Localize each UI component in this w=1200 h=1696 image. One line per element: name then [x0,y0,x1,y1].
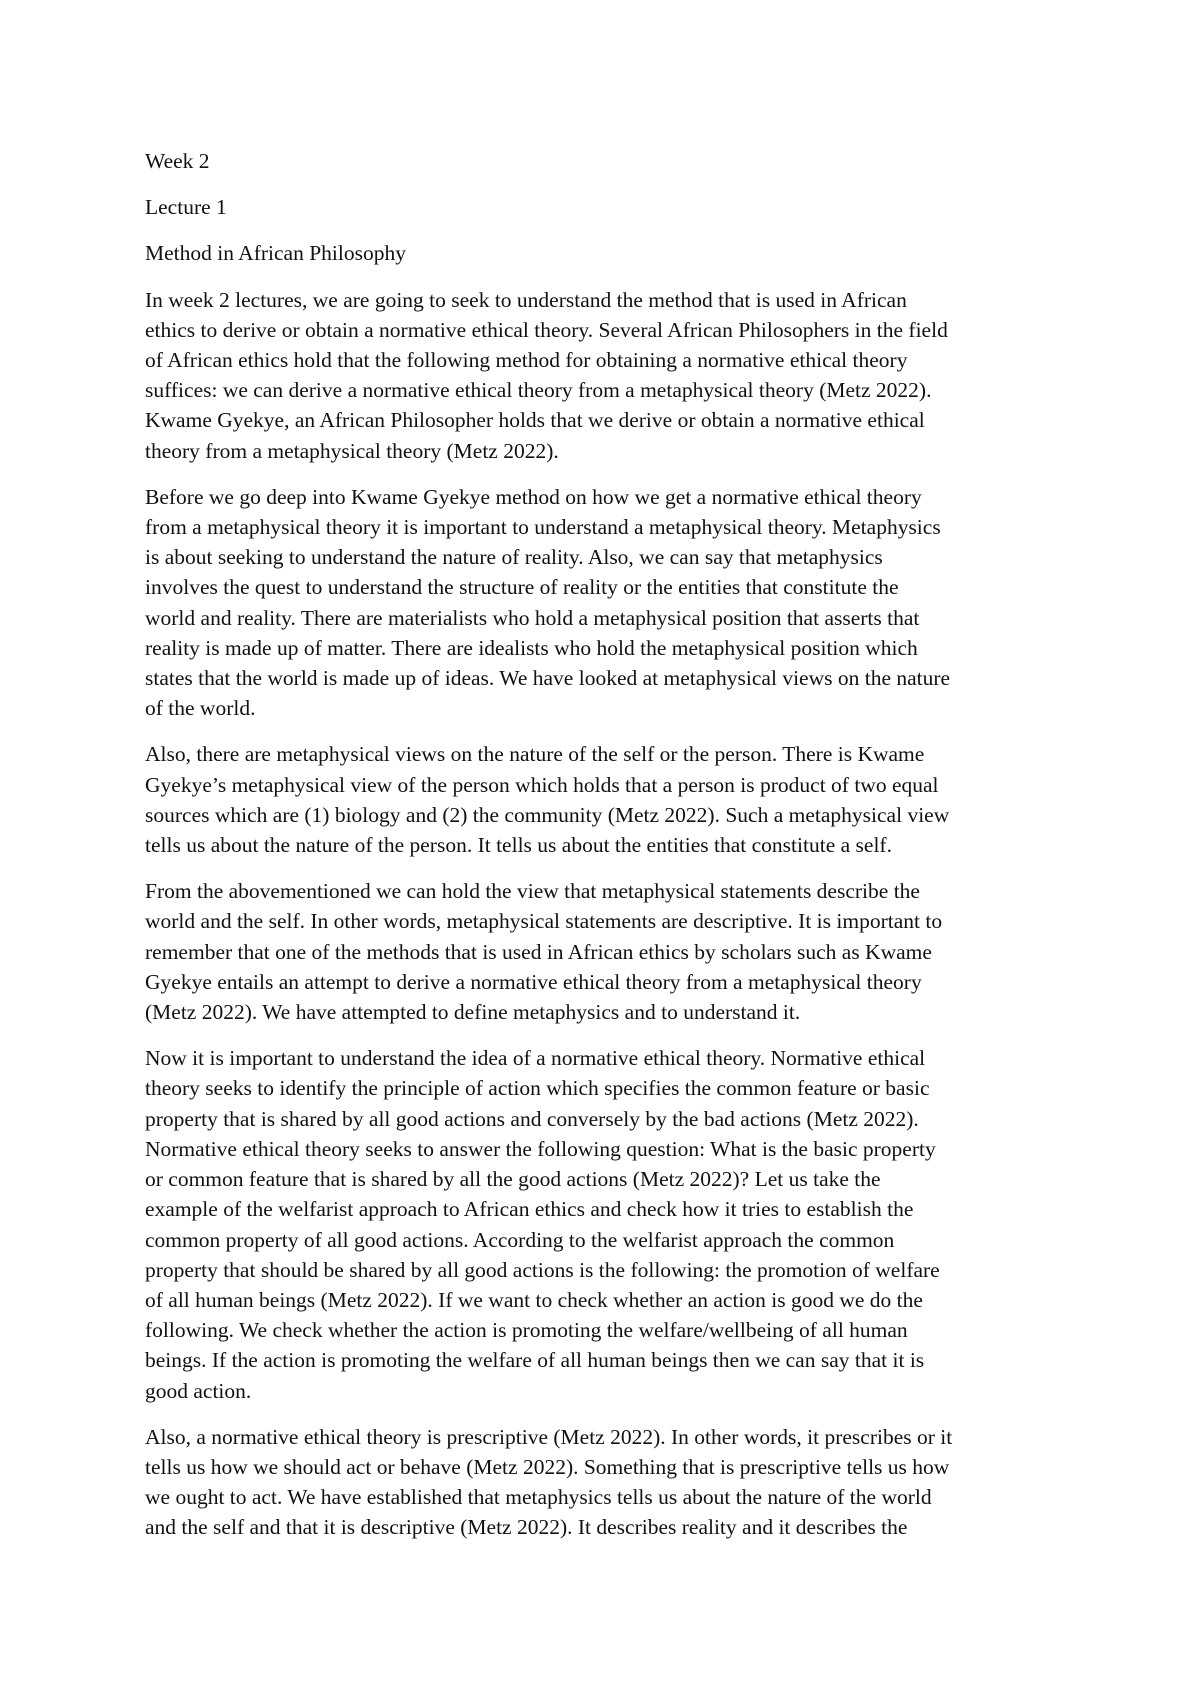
paragraph-intro: In week 2 lectures, we are going to seek to understand the method that is used in African ethics to derive or obtain a normative ethical theory. Several African Philosophers in the field of African ethics hold that the following method for obtaining a normative ethical theory suffices: we can derive a normative ethical theory from a metaphysical theory (Metz 2022). Kwame Gyekye, an African Philosopher holds that we derive or obtain a normative ethical theory from a metaphysical theory (Metz 2022). [145,287,948,463]
paragraph-descriptive: From the abovementioned we can hold the view that metaphysical statements describe the world and the self. In other words, metaphysical statements are descriptive. It is important to remember that one of the methods that is used in African ethics by scholars such as Kwame Gyekye entails an attempt to derive a normative ethical theory from a metaphysical theory (Metz 2022). We have attempted to define metaphysics and to understand it. [145,879,943,1025]
document-title: Method in African Philosophy [145,241,406,266]
paragraph-self: Also, there are metaphysical views on the nature of the self or the person. There is Kwame Gyekye’s metaphysical view of the person which holds that a person is product of two equal sources which are (1) biology and (2) the community (Metz 2022). Such a metaphysical view tells us about the nature of the person. It tells us about the entities that constitute a self. [145,742,950,858]
paragraph-normative: Now it is important to understand the idea of a normative ethical theory. Normative ethical theory seeks to identify the principle of action which specifies the common feature or basic property that is shared by all good actions and conversely by the bad actions (Metz 2022). Normative ethical theory seeks to answer the following question: What is the basic property or common feature that is shared by all the good actions (Metz 2022)? Let us take the example of the welfarist approach to African ethics and check how it tries to establish the common property of all good actions. According to the welfarist approach the common property that should be shared by all good actions is the following: the promotion of welfare of all human beings (Metz 2022). If we want to check whether an action is good we do the following. We check whether the action is promoting the welfare/wellbeing of all human beings. If the action is promoting the welfare of all human beings then we can say that it is good action. [145,1046,940,1403]
lecture-label: Lecture 1 [145,195,227,220]
paragraph-metaphysics: Before we go deep into Kwame Gyekye method on how we get a normative ethical theory from a metaphysical theory it is important to understand a metaphysical theory. Metaphysics is about seeking to understand the nature of reality. Also, we can say that metaphysics involves the quest to understand the structure of reality or the entities that constitute the world and reality. There are materialists who hold a metaphysical position that asserts that reality is made up of matter. There are idealists who hold the metaphysical position which states that the world is made up of ideas. We have looked at metaphysical views on the nature of the world. [145,484,951,721]
paragraph-prescriptive: Also, a normative ethical theory is prescriptive (Metz 2022). In other words, it prescribes or it tells us how we should act or behave (Metz 2022). Something that is prescriptive tells us how we ought to act. We have established that metaphysics tells us about the nature of the world and the self and that it is descriptive (Metz 2022). It describes reality and it describes the [145,1424,953,1540]
document-body [145,146,1060,1559]
week-label: Week 2 [145,149,210,173]
